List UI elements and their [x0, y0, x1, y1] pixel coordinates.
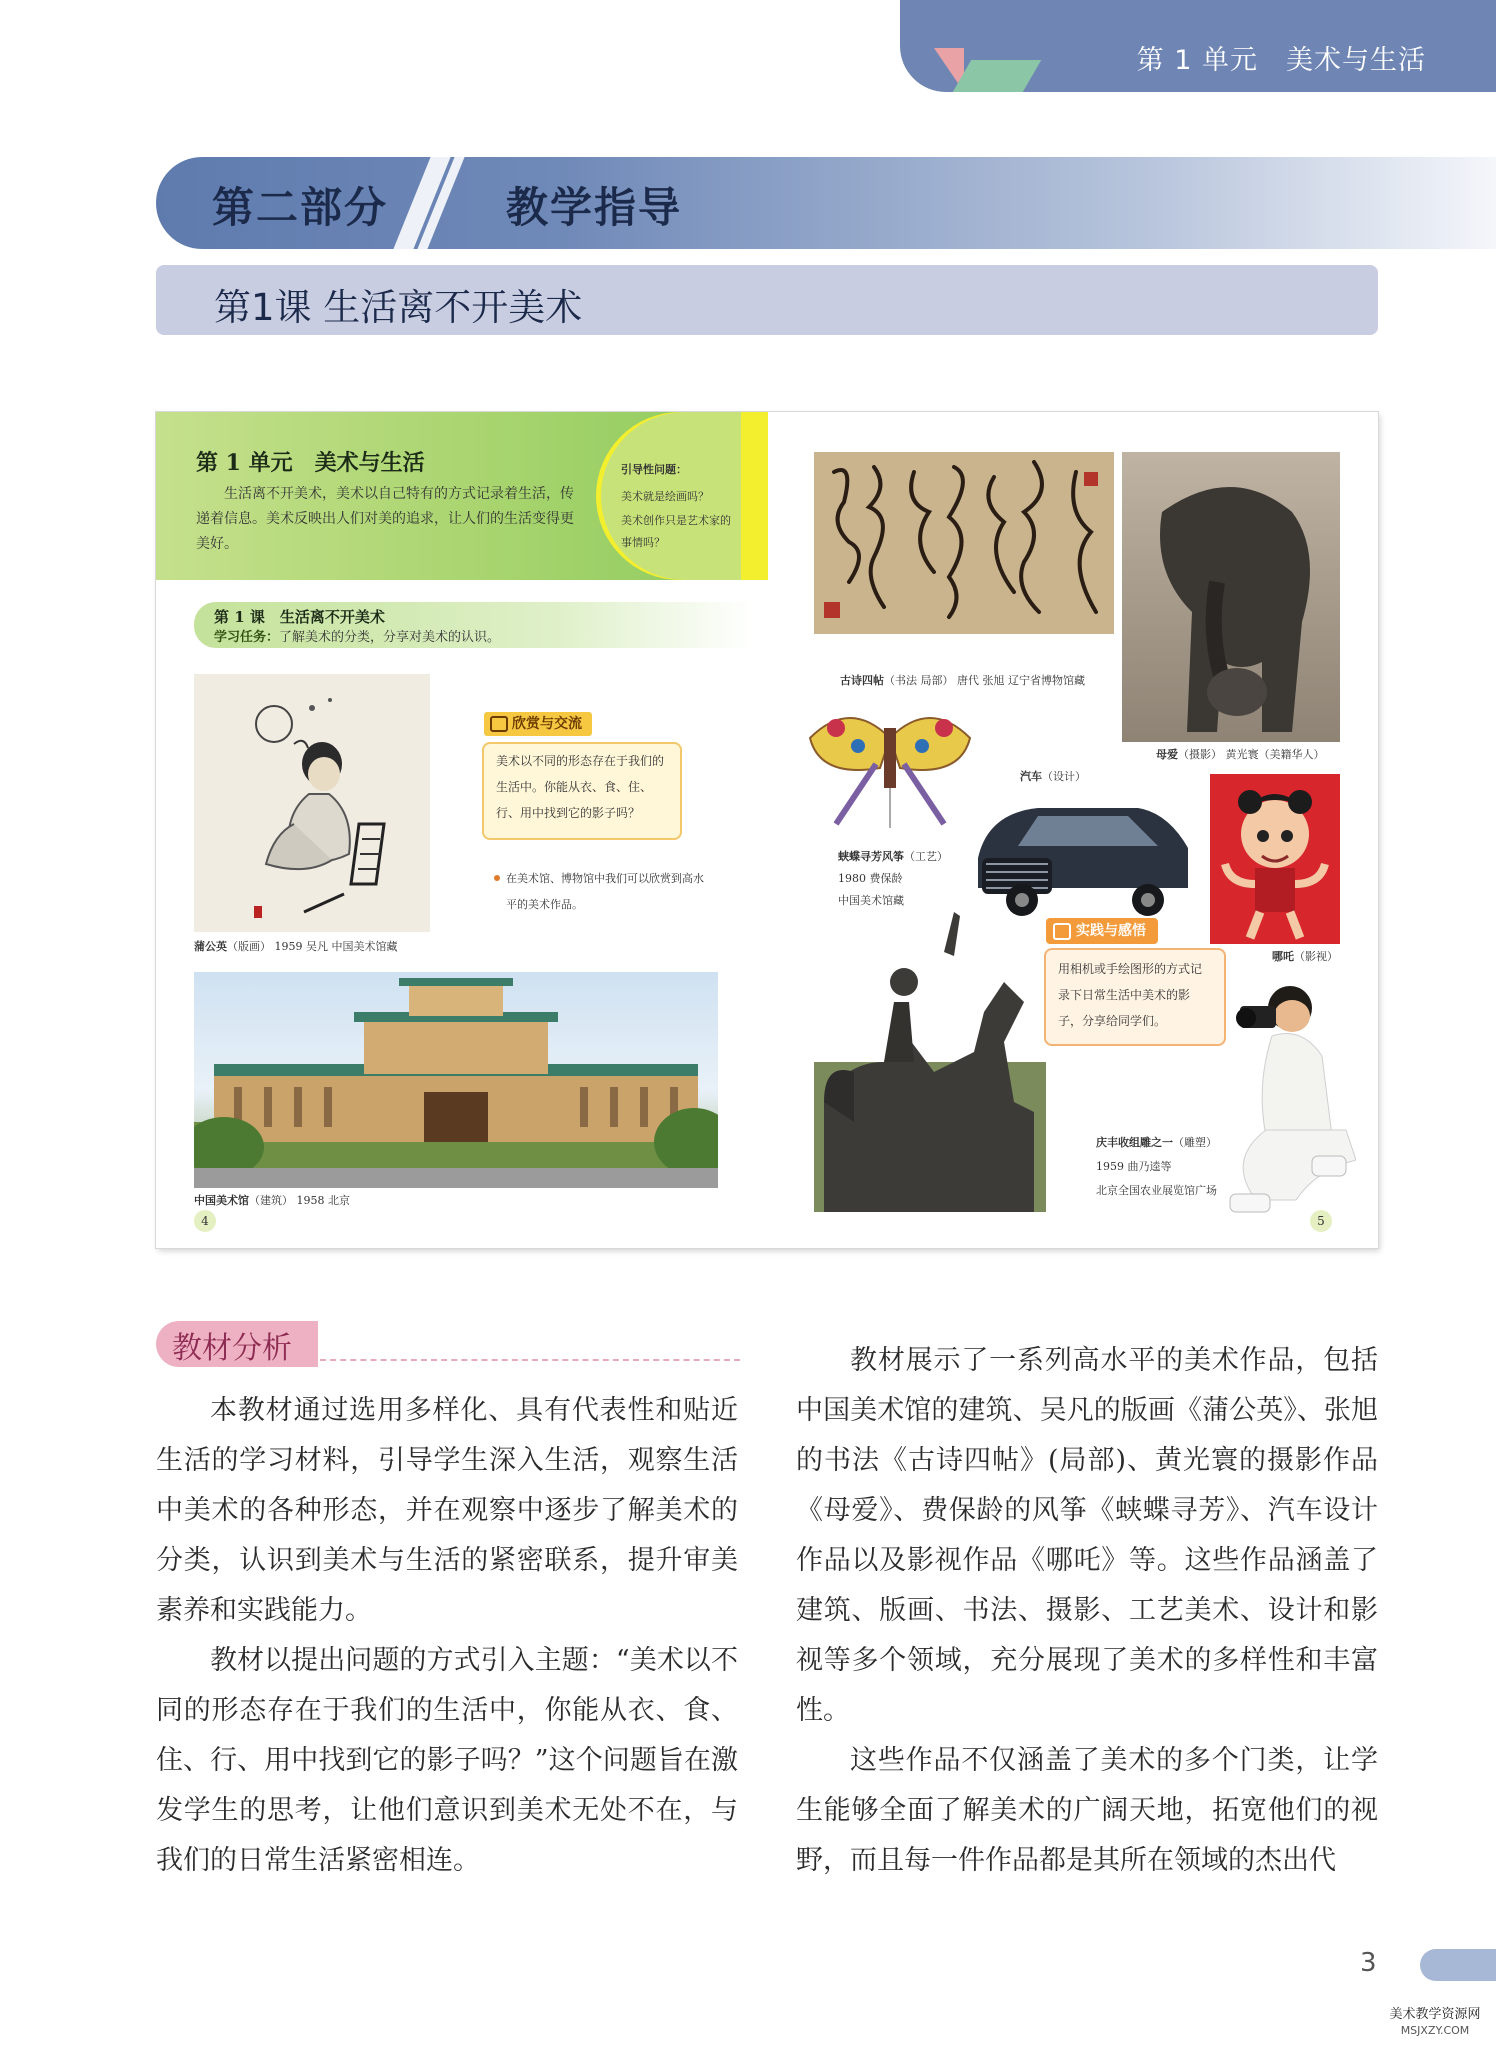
calligraphy-image	[814, 452, 1114, 634]
car-design-image	[968, 788, 1198, 918]
caption-title: 汽车	[1020, 770, 1042, 783]
lesson-strip	[194, 602, 754, 648]
lesson-title-bar	[156, 265, 1378, 335]
caption-detail: 1959 曲乃逵等	[1096, 1160, 1172, 1173]
caption-detail: （版画） 1959 吴凡 中国美术馆藏	[227, 940, 398, 953]
caption-title: 蛱蝶寻芳风筝	[838, 850, 904, 863]
caption-detail: （工艺）	[904, 850, 948, 863]
guide-question: 美术就是绘画吗？	[621, 490, 709, 503]
photographer-boy-image	[1216, 980, 1356, 1224]
caption-title: 哪吒	[1272, 950, 1294, 963]
discuss-tag-label: 欣赏与交流	[512, 716, 582, 732]
practice-tag	[1046, 918, 1158, 944]
section-banner	[156, 157, 1496, 249]
caption-detail: （设计）	[1042, 770, 1086, 783]
banner-title: 教学指导	[506, 183, 683, 232]
butterfly-kite-image	[806, 698, 974, 838]
analysis-section-title: 教材分析	[172, 1331, 292, 1366]
museum-note: 在美术馆、博物馆中我们可以欣赏到高水平的美术作品。	[494, 866, 706, 918]
caption-detail: （建筑） 1958 北京	[249, 1194, 350, 1207]
unit-label: 第 1 单元 美术与生活	[1136, 45, 1426, 76]
lesson-title: 第1课 生活离不开美术	[214, 286, 583, 329]
page-number: 3	[1360, 1948, 1377, 1978]
caption-detail: 中国美术馆藏	[838, 894, 904, 907]
analysis-left-column	[156, 1386, 738, 1886]
harvest-sculpture-image	[814, 912, 1046, 1212]
dandelion-print-image	[194, 674, 430, 932]
caption-detail: （摄影） 黄光寰（美籍华人）	[1178, 748, 1325, 761]
caption-title: 母爱	[1156, 748, 1178, 761]
caption-detail: （影视）	[1294, 950, 1338, 963]
guide-title: 引导性问题：	[621, 463, 687, 476]
calligraphy-caption	[840, 672, 1085, 690]
task-label: 学习任务：	[214, 630, 280, 645]
unit-intro-panel	[156, 412, 768, 580]
art-museum-image	[194, 972, 718, 1188]
nezha-caption	[1272, 948, 1338, 966]
guide-question: 美术创作只是艺术家的事情吗？	[621, 514, 731, 549]
sculpture-caption	[1096, 1134, 1217, 1200]
section-divider	[320, 1359, 740, 1361]
paragraph: 教材以提出问题的方式引入主题：“美术以不同的形态存在于我们的生活中，你能从衣、食、住、行、用中找到它的影子吗？”这个问题旨在激发学生的思考，让他们意识到美术无处不在，与我们的日常生活紧密相连。	[156, 1645, 738, 1876]
caption-detail: 北京全国农业展览馆广场	[1096, 1184, 1217, 1197]
banner-part: 第二部分	[212, 183, 389, 232]
caption-title: 蒲公英	[194, 940, 227, 953]
task-text: 了解美术的分类，分享对美术的认识。	[279, 630, 501, 645]
chat-icon	[490, 716, 508, 732]
learning-task	[214, 626, 500, 645]
page-number-left: 4	[194, 1210, 216, 1232]
kite-caption	[838, 848, 948, 910]
car-caption	[1020, 768, 1086, 786]
lesson-strip-title: 第 1 课 生活离不开美术	[214, 608, 385, 626]
nezha-film-image	[1210, 774, 1340, 944]
edit-icon	[1053, 923, 1071, 940]
art-museum-caption	[194, 1192, 350, 1210]
paragraph: 这些作品不仅涵盖了美术的多个门类，让学生能够全面了解美术的广阔天地，拓宽他们的视野，而且每一件作品都是其所在领域的杰出代	[796, 1745, 1378, 1876]
discuss-tag	[484, 712, 592, 736]
spread-unit-heading: 第 1 单元 美术与生活	[196, 450, 425, 476]
textbook-spread	[156, 412, 1378, 1248]
analysis-section-tag	[156, 1321, 318, 1367]
caption-title: 古诗四帖	[840, 674, 884, 687]
caption-title: 庆丰收组雕之一	[1096, 1136, 1173, 1149]
elephant-photo-image	[1122, 452, 1340, 742]
watermark-text: 美术教学资源网	[1389, 2007, 1481, 2022]
spread-unit-intro: 生活离不开美术，美术以自己特有的方式记录着生活，传递着信息。美术反映出人们对美的追求，让人们的生活变得更美好。	[196, 486, 574, 552]
analysis-right-column	[796, 1336, 1378, 1886]
discuss-box: 美术以不同的形态存在于我们的生活中。你能从衣、食、住、行、用中找到它的影子吗？	[482, 742, 682, 840]
caption-detail: （书法 局部） 唐代 张旭 辽宁省博物馆藏	[884, 674, 1085, 687]
practice-box: 用相机或手绘图形的方式记录下日常生活中美术的影子，分享给同学们。	[1044, 948, 1226, 1046]
caption-detail: 1980 费保龄	[838, 872, 903, 885]
paragraph: 本教材通过选用多样化、具有代表性和贴近生活的学习材料，引导学生深入生活，观察生活中美术的各种形态，并在观察中逐步了解美术的分类，认识到美术与生活的紧密联系，提升审美素养和实践能力。	[156, 1395, 738, 1626]
caption-detail: （雕塑）	[1173, 1136, 1217, 1149]
caption-title: 中国美术馆	[194, 1194, 249, 1207]
elephant-caption	[1156, 746, 1325, 764]
page-number-tab	[1420, 1949, 1496, 1981]
dandelion-caption	[194, 938, 397, 956]
watermark	[1374, 2007, 1496, 2039]
page-number-right: 5	[1310, 1210, 1332, 1232]
paragraph: 教材展示了一系列高水平的美术作品，包括中国美术馆的建筑、吴凡的版画《蒲公英》、张旭的书法《古诗四帖》(局部)、黄光寰的摄影作品《母爱》、费保龄的风筝《蛱蝶寻芳》、汽车设计作品以及影视作品《哪吒》等。这些作品涵盖了建筑、版画、书法、摄影、工艺美术、设计和影视等多个领域，充分展现了美术的多样性和丰富性。	[796, 1345, 1378, 1726]
guiding-questions	[621, 456, 741, 554]
watermark-url: MSJXZY.COM	[1400, 2024, 1470, 2037]
practice-tag-label: 实践与感悟	[1076, 923, 1146, 939]
